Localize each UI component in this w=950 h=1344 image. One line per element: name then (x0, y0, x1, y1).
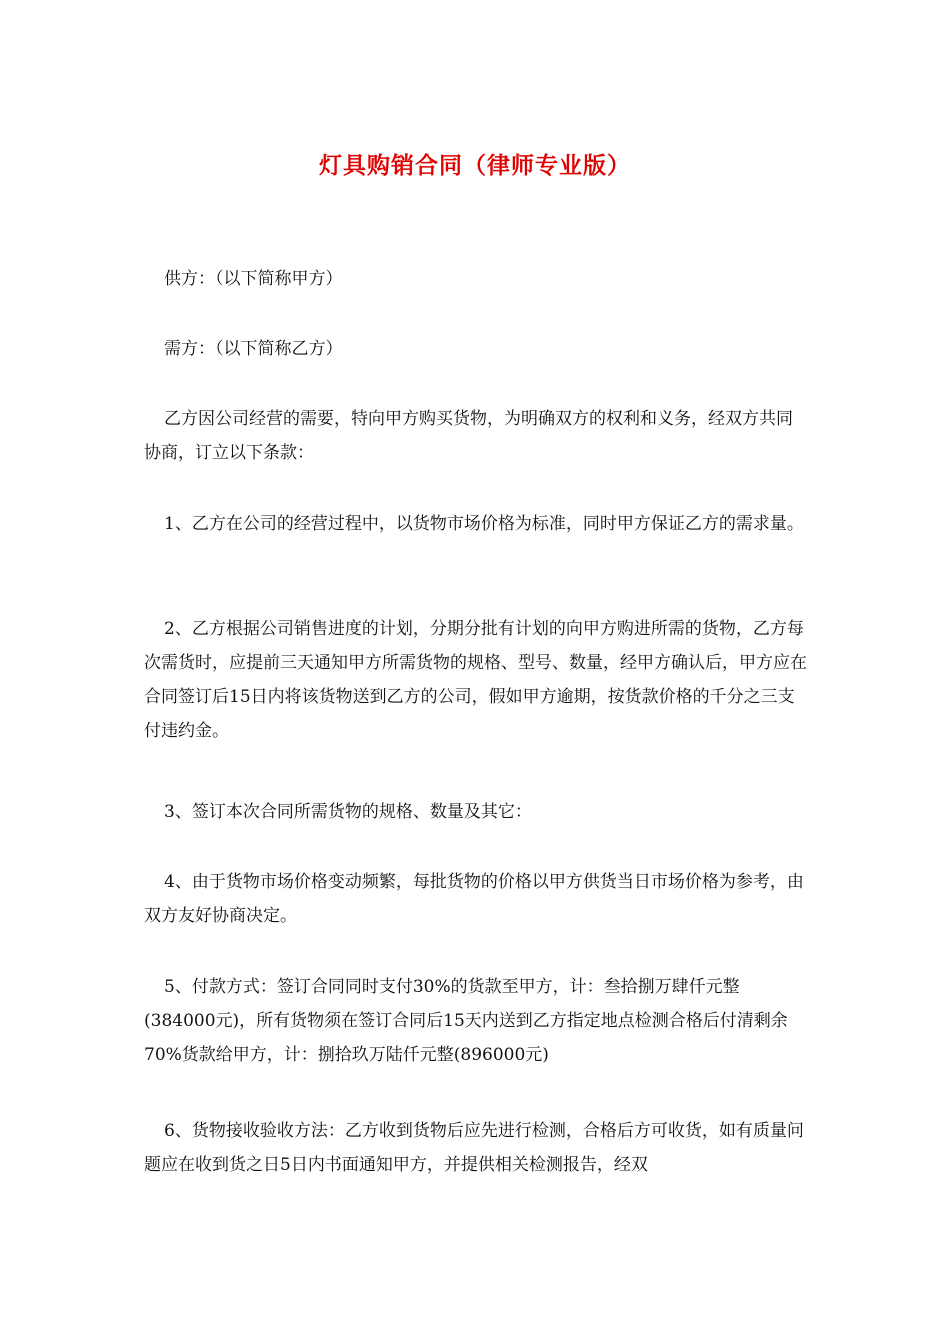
supplier-line: 供方：（以下简称甲方） (164, 269, 343, 289)
buyer-line: 需方：（以下简称乙方） (164, 339, 343, 359)
page-title: 灯具购销合同（律师专业版） (319, 153, 631, 179)
clause-2: 2、乙方根据公司销售进度的计划，分期分批有计划的向甲方购进所需的货物，乙方每次需货时，应提前三天通知甲方所需货物的规格、型号、数量，经甲方确认后，甲方应在合同签订后15日内将该货物送到乙方的公司，假如甲方逾期，按货款价格的千分之三支付违约金。 (144, 619, 807, 741)
clause-5: 5、付款方式：签订合同同时支付30%的货款至甲方，计：叁拾捌万肆仟元整(384000元)，所有货物须在签订合同后15天内送到乙方指定地点检测合格后付清剩余70%货款给甲方，计：捌拾玖万陆仟元整(896000元) (144, 977, 788, 1065)
clause-6: 6、货物接收验收方法：乙方收到货物后应先进行检测，合格后方可收货，如有质量问题应在收到货之日5日内书面通知甲方，并提供相关检测报告，经双 (144, 1121, 804, 1175)
clause-4: 4、由于货物市场价格变动频繁，每批货物的价格以甲方供货当日市场价格为参考，由双方友好协商决定。 (144, 872, 804, 926)
clause-3: 3、签订本次合同所需货物的规格、数量及其它： (164, 802, 532, 822)
intro-paragraph: 乙方因公司经营的需要，特向甲方购买货物，为明确双方的权利和义务，经双方共同协商，订立以下条款： (144, 409, 793, 463)
clause-1: 1、乙方在公司的经营过程中，以货物市场价格为标准，同时甲方保证乙方的需求量。 (164, 514, 804, 534)
